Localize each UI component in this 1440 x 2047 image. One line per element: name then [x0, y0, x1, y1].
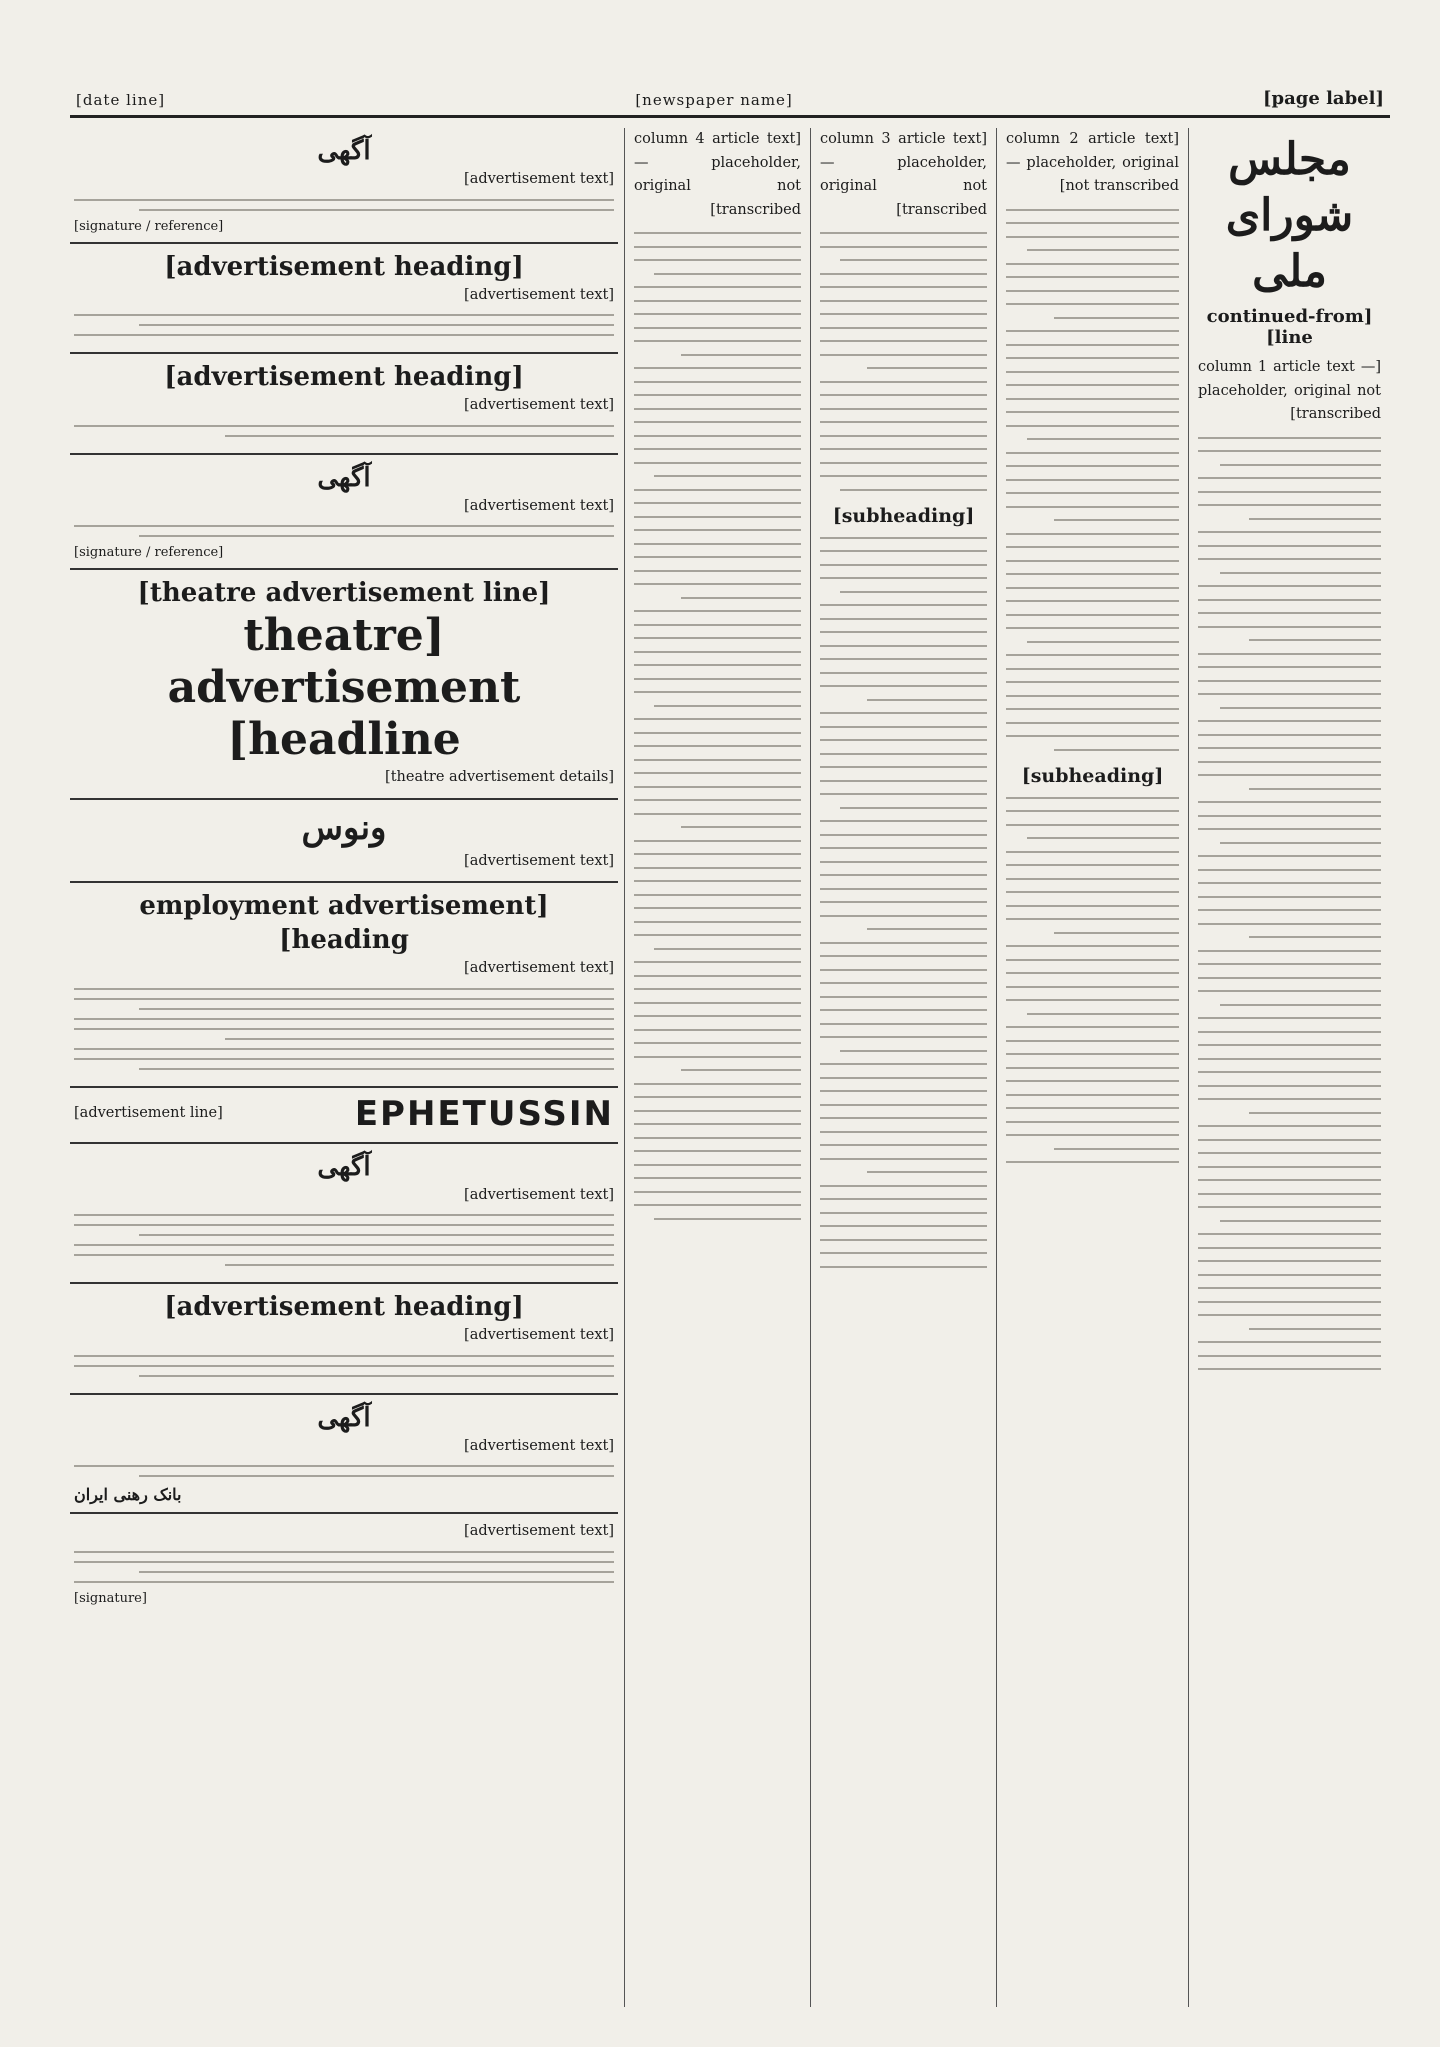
article-text-1: [column 1 article text — placeholder, original not transcribed] [1198, 359, 1381, 422]
ad-text: [advertisement text] [464, 1437, 614, 1454]
text-lines [1006, 797, 1179, 1164]
ad-text: [advertisement text] [464, 286, 614, 303]
advertisements-column [70, 128, 624, 2007]
ad-notice-10 [70, 1284, 618, 1395]
ad-title: آگهی [317, 462, 371, 493]
article-subheading-2: [subheading] [1021, 764, 1164, 787]
article-subheading-3: [subheading] [832, 504, 975, 527]
ad-theatre [70, 570, 618, 800]
ad-signature: [signature / reference] [74, 218, 224, 234]
ad-title: [employment advertisement heading] [139, 891, 549, 955]
ad-text: [advertisement text] [464, 1523, 614, 1539]
ad-notice-9 [70, 1144, 618, 1285]
ad-venus [70, 800, 618, 884]
article-text-2: [column 2 article text — placeholder, original not transcribed] [1006, 131, 1179, 194]
masthead [70, 78, 1390, 118]
page-number: [page label] [1263, 88, 1384, 109]
ad-headline: ونوس [301, 807, 387, 848]
ad-employment [70, 883, 618, 1088]
ad-text: [advertisement text] [464, 960, 614, 976]
article-column-3 [810, 128, 996, 2007]
ad-signature: [signature] [74, 1590, 147, 1606]
ad-text: [advertisement text] [464, 171, 614, 187]
date-line: [date line] [76, 91, 166, 109]
ad-text: [advertisement text] [464, 1327, 614, 1343]
article-column-2 [996, 128, 1188, 2007]
ad-notice-4 [70, 455, 618, 571]
text-lines [820, 537, 987, 1268]
ad-title: آگهی [317, 136, 371, 166]
article-title: مجلس شورای ملی [1225, 134, 1354, 297]
article-column-4 [624, 128, 810, 2007]
ad-title: [advertisement heading] [164, 1292, 524, 1322]
ad-text: [advertisement text] [464, 1186, 614, 1203]
ad-title-top: [theatre advertisement line] [137, 578, 551, 608]
ad-title: [advertisement heading] [164, 251, 524, 282]
ad-headline: [theatre advertisement headline] [167, 610, 521, 765]
text-lines [634, 232, 801, 1220]
ad-latin-title: EPHETUSSIN [354, 1093, 614, 1134]
bank-name: بانک رهنی ایران [74, 1485, 182, 1504]
ad-text: [advertisement line] [74, 1104, 223, 1121]
article-text-4: [column 4 article text — placeholder, original not transcribed] [634, 131, 801, 218]
ad-signature: [signature / reference] [74, 545, 224, 560]
text-lines [1198, 437, 1381, 1371]
ad-title: آگهی [317, 1402, 371, 1433]
article-column-1 [1188, 128, 1390, 2007]
ad-bank [70, 1395, 618, 1515]
text-lines [820, 232, 987, 491]
paper-name: [newspaper name] [635, 91, 793, 109]
ad-notice-12 [70, 1514, 618, 1614]
ad-text: [advertisement text] [464, 852, 614, 869]
ad-notice-3 [70, 354, 618, 455]
ad-text: [advertisement text] [464, 397, 614, 413]
ad-title: [advertisement heading] [164, 362, 524, 392]
ad-text: [advertisement text] [464, 497, 614, 514]
article-subtitle: [continued-from line] [1206, 306, 1373, 348]
article-text-3: [column 3 article text — placeholder, original not transcribed] [820, 131, 987, 218]
ad-notice-2 [70, 244, 618, 355]
ad-notice-1 [70, 128, 618, 244]
text-lines [1006, 209, 1179, 751]
ad-ephetussin [70, 1088, 618, 1144]
ad-title: آگهی [317, 1151, 371, 1182]
ad-text: [theatre advertisement details] [385, 769, 614, 785]
